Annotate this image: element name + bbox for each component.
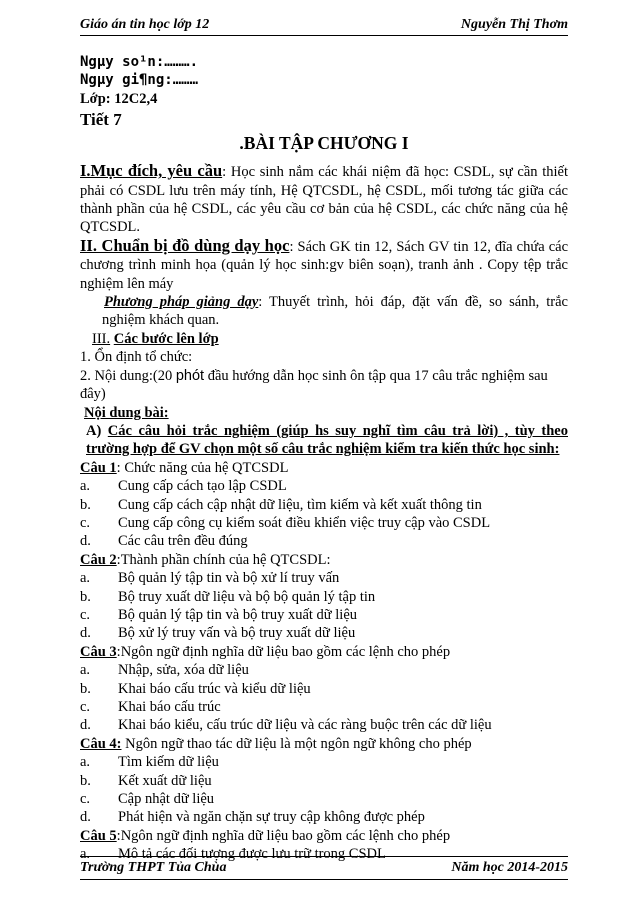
section-1 xyxy=(80,162,568,237)
answer-text: Cung cấp cách cập nhật dữ liệu, tìm kiếm và kết xuất thông tin xyxy=(118,496,482,513)
answer-key: a. xyxy=(80,570,91,587)
section-2-text: : Sách GK tin 12, Sách GV tin 12, đĩa chứa các chương trình minh họa (quản lý học sinh:gv biên soạn), tranh ảnh . Copy tệp trắc nghiệm lên máy xyxy=(80,238,569,292)
answer-key: c. xyxy=(80,606,91,623)
section-3-num: III. xyxy=(92,330,111,347)
answer-option xyxy=(80,808,568,826)
answer-option xyxy=(80,624,568,642)
answer-option xyxy=(80,661,568,679)
answer-option xyxy=(80,514,568,532)
answer-text: Khai báo kiểu, cấu trúc dữ liệu và các ràng buộc trên các dữ liệu xyxy=(118,717,492,734)
answer-text: Bộ quản lý tập tin và bộ truy xuất dữ liệu xyxy=(118,606,358,623)
answer-key: c. xyxy=(80,791,91,808)
answer-option xyxy=(80,772,568,790)
answer-text: Tìm kiếm dữ liệu xyxy=(118,754,219,771)
answer-key: c. xyxy=(80,699,91,715)
answer-option xyxy=(80,680,568,698)
question-label: Câu 3 xyxy=(80,643,117,660)
page-footer xyxy=(80,856,568,880)
answer-option xyxy=(80,532,568,550)
answer-key: b. xyxy=(80,680,91,697)
answer-text: Bộ xử lý truy vấn và bộ truy xuất dữ liệu xyxy=(118,625,356,642)
page-header xyxy=(80,14,568,36)
question-text: Ngôn ngữ thao tác dữ liệu là một ngôn ngữ không cho phép xyxy=(121,735,472,752)
answer-key: b. xyxy=(80,772,91,789)
answer-key: b. xyxy=(80,496,91,513)
section-3-heading: Các bước lên lớp xyxy=(113,330,219,347)
answer-key: d. xyxy=(80,717,91,734)
question-text: : Chức năng của hệ QTCSDL xyxy=(116,459,289,476)
step-2-text-c: đầu hướng dẫn học sinh ôn tập qua 17 câu trắc nghiệm sau đây) xyxy=(80,367,548,403)
section-2-heading: II. Chuẩn bị đồ dùng dạy học xyxy=(80,235,290,255)
ngay-soan: Ngµy so¹n:………. xyxy=(80,54,199,70)
step-1: 1. Ổn định tổ chức: xyxy=(80,349,193,366)
question-2 xyxy=(80,551,568,569)
question-3 xyxy=(80,643,568,661)
question-5 xyxy=(80,827,568,845)
lesson-content-heading: Nội dung bài: xyxy=(84,404,169,421)
answer-text: Khai báo cấu trúc xyxy=(118,699,221,715)
question-list xyxy=(80,459,568,864)
method-heading: Phương pháp giảng dạy xyxy=(104,294,259,311)
question-4 xyxy=(80,735,568,753)
answer-text: Cung cấp cách tạo lập CSDL xyxy=(118,478,287,495)
answer-text: Các câu trên đều đúng xyxy=(118,533,248,550)
answer-option xyxy=(80,588,568,606)
step-2 xyxy=(80,367,568,404)
answer-option xyxy=(80,716,568,734)
step-2-text-b: phót xyxy=(175,367,205,384)
answer-option xyxy=(80,606,568,624)
ngay-giang: Ngµy gi¶ng:……… xyxy=(80,72,199,89)
class-line: Lớp: 12C2,4 xyxy=(80,90,158,107)
header-right: Nguyễn Thị Thơm xyxy=(460,17,568,32)
question-1 xyxy=(80,459,568,477)
question-label: Câu 5 xyxy=(80,827,117,844)
answer-key: a. xyxy=(80,662,91,679)
answer-text: Kết xuất dữ liệu xyxy=(118,772,212,789)
answer-option xyxy=(80,496,568,514)
lesson-number: Tiết 7 xyxy=(80,110,122,130)
method-text: : Thuyết trình, hỏi đáp, đặt vấn đề, so sánh, trắc nghiệm khách quan. xyxy=(102,294,568,329)
answer-text: Mô tả các đối tượng được lưu trữ trong CSDL xyxy=(118,846,386,863)
answer-text: Cung cấp công cụ kiểm soát điều khiển việc truy cập vào CSDL xyxy=(118,514,491,531)
question-text: :Thành phần chính của hệ QTCSDL: xyxy=(116,551,331,568)
page-title: .BÀI TẬP CHƯƠNG I xyxy=(239,133,409,154)
answer-key: b. xyxy=(80,588,91,605)
answer-option xyxy=(80,790,568,808)
answer-key: c. xyxy=(80,514,91,531)
answer-key: d. xyxy=(80,809,91,826)
header-left: Giáo án tin học lớp 12 xyxy=(80,17,210,32)
section-1-text: : Học sinh nắm các khái niệm đã học: CSDL, sự cần thiết phải có CSDL lưu trên máy tính, Hệ QTCSDL, hệ CSDL, mối tương tác giữa các thành phần của hệ CSDL, các yêu cầu cơ bản của hệ CSDL, các chức năng của hệ QTCSDL. xyxy=(80,164,568,236)
question-text: :Ngôn ngữ định nghĩa dữ liệu bao gồm các lệnh cho phép xyxy=(116,827,451,844)
section-3 xyxy=(80,330,568,348)
footer-left: Trường THPT Tủa Chùa xyxy=(80,860,227,875)
answer-option xyxy=(80,698,568,716)
question-label: Câu 1 xyxy=(80,459,117,476)
document-page xyxy=(80,0,568,903)
answer-option xyxy=(80,477,568,495)
document-body xyxy=(80,53,568,864)
answer-text: Nhập, sửa, xóa dữ liệu xyxy=(118,662,249,679)
part-a-prefix: A) xyxy=(86,422,108,439)
question-label: Câu 2 xyxy=(80,551,117,568)
answer-option xyxy=(80,569,568,587)
footer-right: Năm học 2014-2015 xyxy=(451,860,568,875)
section-1-heading: I.Mục đích, yêu cầu xyxy=(80,161,223,181)
method-paragraph xyxy=(80,293,568,330)
answer-text: Khai báo cấu trúc và kiểu dữ liệu xyxy=(118,680,311,697)
answer-option xyxy=(80,753,568,771)
answer-key: a. xyxy=(80,846,91,863)
question-text: :Ngôn ngữ định nghĩa dữ liệu bao gồm các lệnh cho phép xyxy=(116,643,451,660)
answer-key: d. xyxy=(80,625,91,642)
answer-key: a. xyxy=(80,754,91,771)
answer-text: Bộ truy xuất dữ liệu và bộ bộ quản lý tập tin xyxy=(118,588,376,605)
answer-key: a. xyxy=(80,478,91,495)
answer-key: d. xyxy=(80,533,91,550)
question-label: Câu 4: xyxy=(80,735,122,752)
answer-text: Bộ quản lý tập tin và bộ xử lí truy vấn xyxy=(118,570,340,587)
section-2 xyxy=(80,237,568,293)
part-a xyxy=(80,422,568,459)
step-2-text-a: 2. Nội dung:(20 xyxy=(80,367,176,384)
answer-text: Cập nhật dữ liệu xyxy=(118,791,215,808)
part-a-text: Các câu hỏi trắc nghiệm (giúp hs suy nghĩ tìm câu trả lời) , tùy theo trường hợp để GV chọn một số câu trắc nghiệm kiểm tra kiến thức học sinh: xyxy=(86,422,568,458)
answer-text: Phát hiện và ngăn chặn sự truy cập không được phép xyxy=(118,809,425,826)
